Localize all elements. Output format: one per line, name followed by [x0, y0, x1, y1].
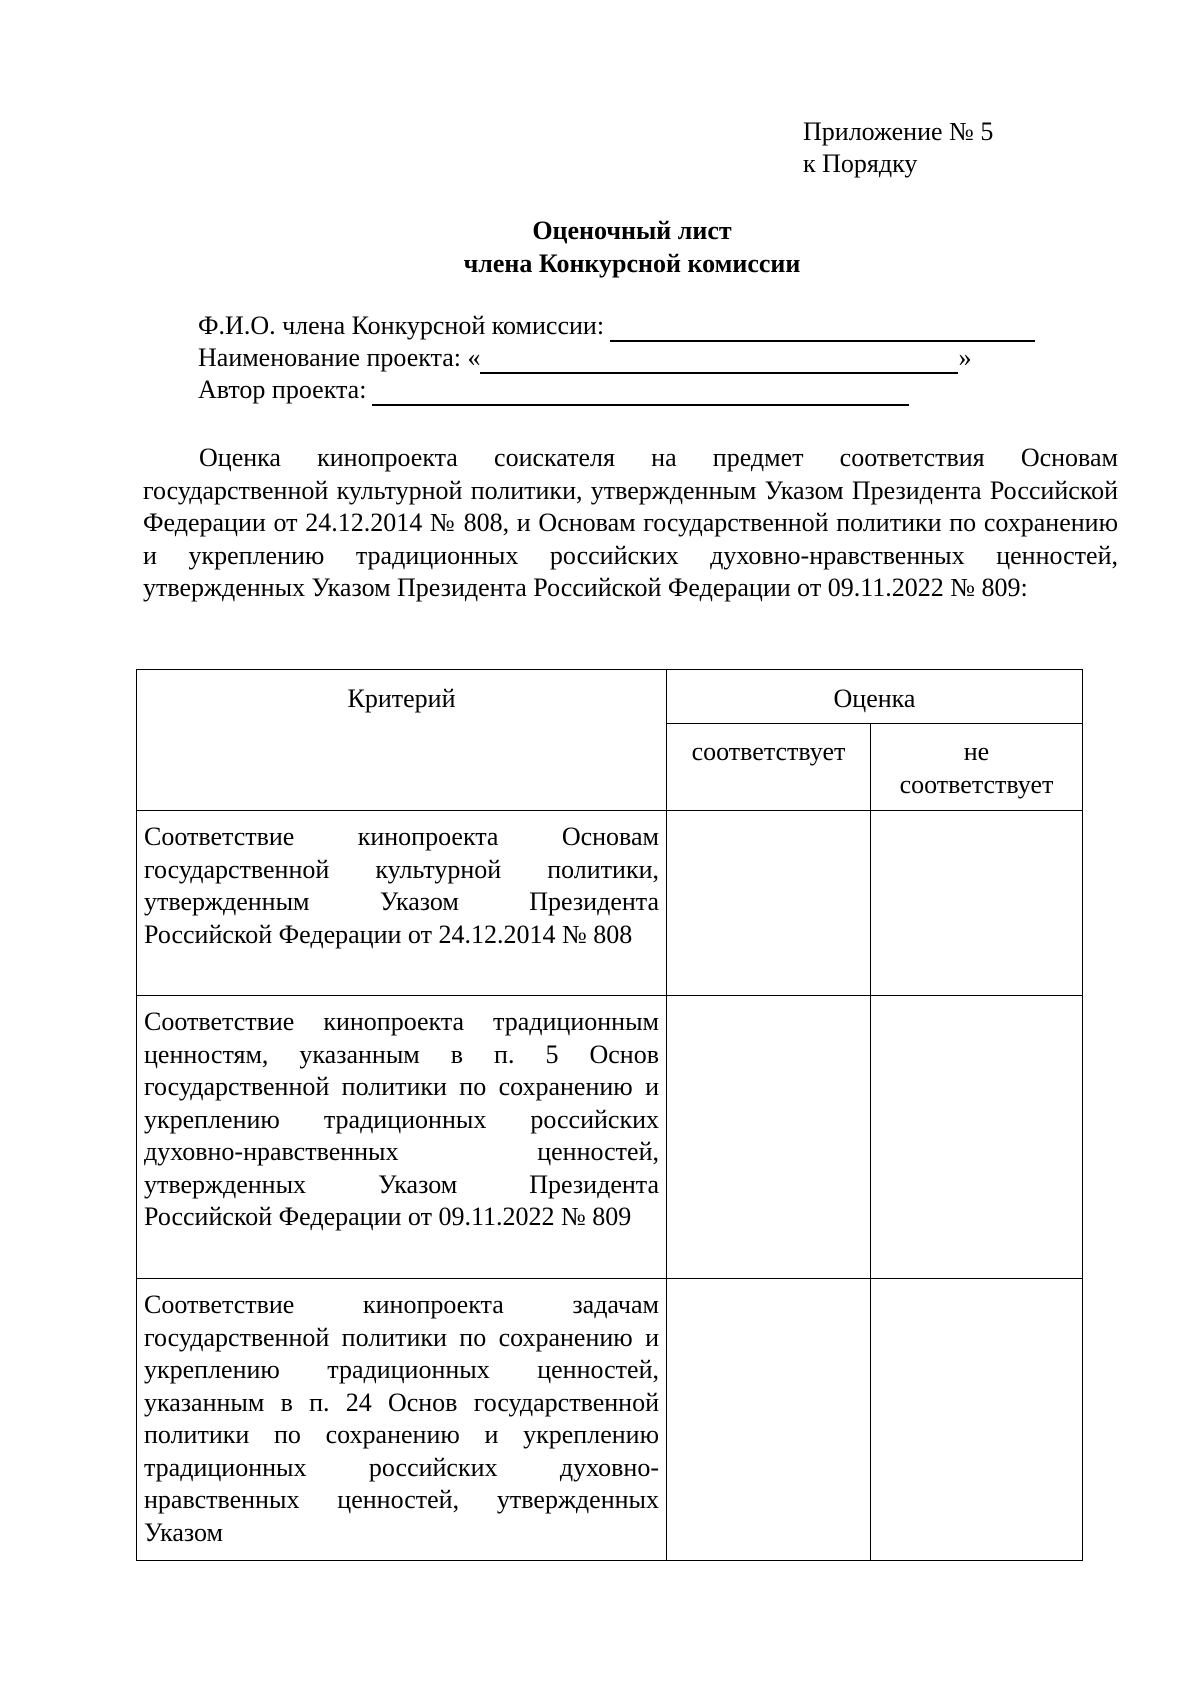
author-row — [198, 374, 1035, 406]
evaluation-table — [136, 669, 1083, 1561]
document-title — [0, 214, 1200, 280]
header-matches: соответствует — [667, 724, 871, 811]
table-row — [137, 996, 1083, 1279]
member-name-row — [198, 310, 1035, 342]
form-fields — [198, 310, 1035, 406]
project-name-close-quote: » — [958, 343, 972, 372]
author-label: Автор проекта: — [198, 375, 367, 404]
title-line-1: Оценочный лист — [532, 216, 732, 245]
matches-cell[interactable] — [667, 1279, 871, 1561]
header-criterion: Критерий — [137, 670, 667, 811]
not-matches-cell[interactable] — [871, 996, 1083, 1279]
member-name-label: Ф.И.О. члена Конкурсной комиссии: — [198, 311, 605, 340]
appendix-reference — [803, 116, 993, 180]
header-not-matches: не соответствует — [871, 724, 1083, 811]
author-field[interactable] — [372, 380, 909, 406]
project-name-row — [198, 342, 1035, 374]
criterion-cell: Соответствие кинопроекта Основам государственной культурной политики, утвержденным Указом Президента Российской Федерации от 24.12.2014 № 808 — [137, 811, 667, 996]
matches-cell[interactable] — [667, 811, 871, 996]
criterion-cell: Соответствие кинопроекта задачам государственной политики по сохранению и укреплению традиционных ценностей, указанным в п. 24 Основ государственной политики по сохранению и укреплению традиционных российских духовно-нравственных ценностей, утвержденных Указом — [137, 1279, 667, 1561]
appendix-order-ref: к Порядку — [803, 149, 918, 178]
matches-cell[interactable] — [667, 996, 871, 1279]
project-name-field[interactable] — [480, 348, 958, 374]
title-line-2: члена Конкурсной комиссии — [463, 249, 801, 278]
member-name-field[interactable] — [610, 316, 1035, 342]
project-name-label: Наименование проекта: « — [198, 343, 481, 372]
not-matches-cell[interactable] — [871, 1279, 1083, 1561]
header-score: Оценка — [667, 670, 1083, 724]
table-row — [137, 1279, 1083, 1561]
table-row — [137, 811, 1083, 996]
appendix-number: Приложение № 5 — [803, 117, 994, 146]
not-matches-cell[interactable] — [871, 811, 1083, 996]
intro-paragraph: Оценка кинопроекта соискателя на предмет соответствия Основам государственной культурной политики, утвержденным Указом Президента Российской Федерации от 24.12.2014 № 808, и Основам государственной политики по сохранению и укреплению традиционных российских духовно-нравственных ценностей, утвержденных Указом Президента Российской Федерации от 09.11.2022 № 809: — [143, 443, 1118, 603]
table-header-row — [137, 670, 1083, 724]
criterion-cell: Соответствие кинопроекта традиционным ценностям, указанным в п. 5 Основ государственной политики по сохранению и укреплению традиционных российских духовно-нравственных ценностей, утвержденных Указом Президента Российской Федерации от 09.11.2022 № 809 — [137, 996, 667, 1279]
